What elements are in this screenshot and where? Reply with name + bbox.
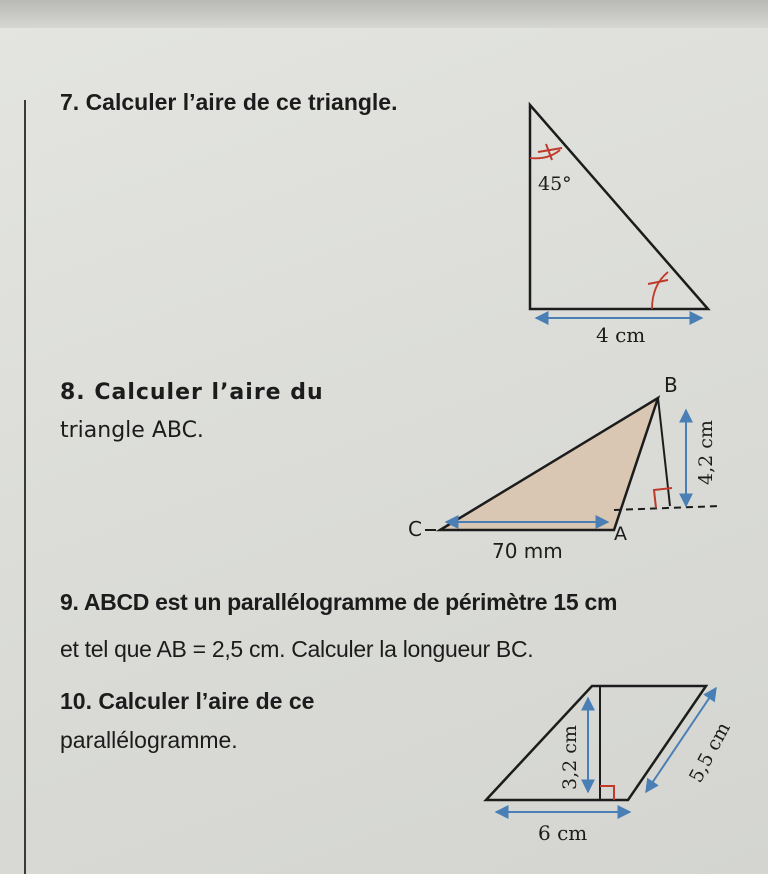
exercise-9-line1: 9. ABCD est un parallélogramme de périmètre 15 cm [60, 589, 618, 615]
exercise-7-title: 7. Calculer l’aire de ce triangle. [60, 89, 398, 115]
vertex-b-label: B [664, 373, 678, 397]
base-4cm-label: 4 cm [596, 323, 646, 347]
exercise-10-title-line1: 10. Calculer l’aire de ce [60, 688, 315, 714]
exercise-10-title-line2: parallélogramme. [60, 727, 238, 753]
height-4-2cm-label: 4,2 cm [695, 420, 717, 485]
side-5-5cm-label: 5,5 cm [684, 718, 735, 787]
vertex-a-label: A [614, 523, 627, 545]
base-6cm-label: 6 cm [538, 821, 588, 845]
exercise-8-title-line1: 8. Calculer l’aire du [60, 380, 324, 405]
height-3-2cm-label: 3,2 cm [559, 725, 581, 790]
right-angle-marker [600, 786, 614, 800]
exercise-8-title-line2: triangle ABC. [60, 418, 204, 443]
parallelogram [486, 686, 706, 800]
angle-45-label: 45° [538, 173, 572, 195]
vertex-c-label: C [408, 517, 422, 541]
exercise-9-line2: et tel que AB = 2,5 cm. Calculer la longueur BC. [60, 636, 534, 662]
base-70mm-label: 70 mm [492, 539, 563, 563]
